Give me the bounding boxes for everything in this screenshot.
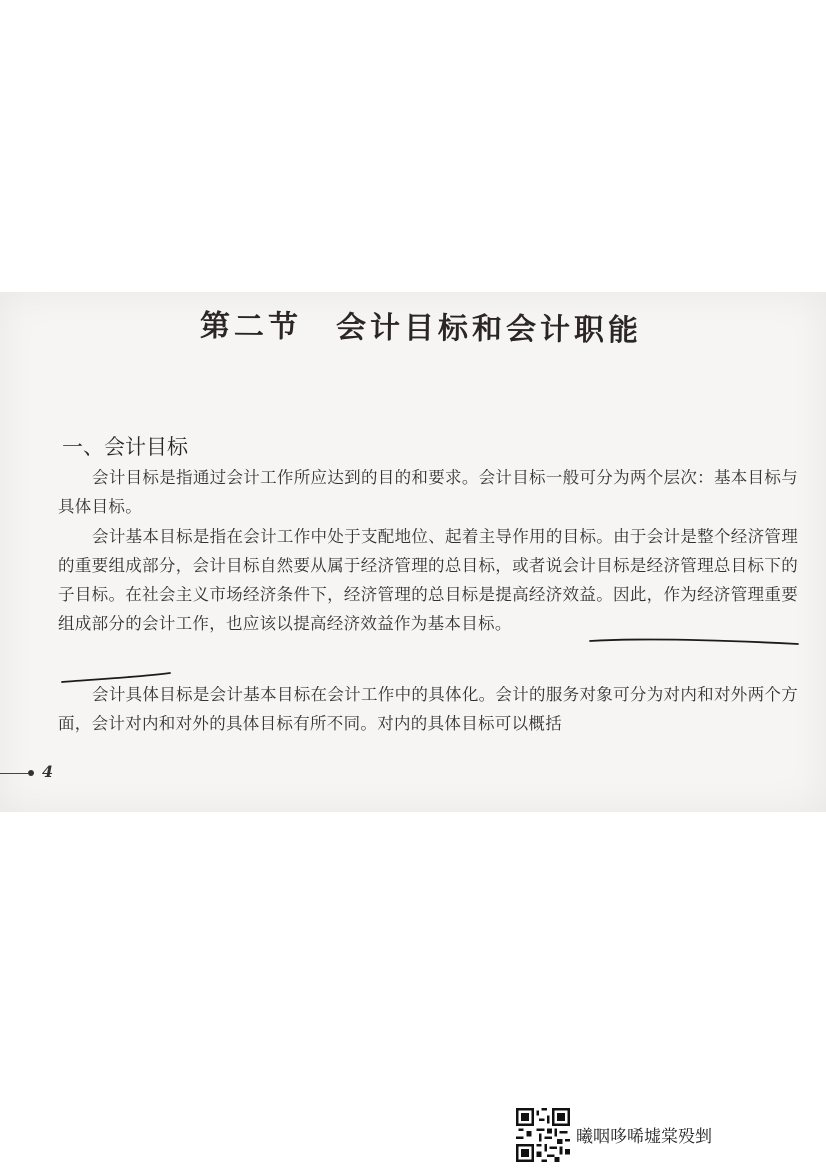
paragraph-intro-text: 会计目标是指通过会计工作所应达到的目的和要求。会计目标一般可分为两个层次：基本目标与具体目标。: [58, 468, 798, 516]
qr-code-icon: [516, 1108, 570, 1162]
subheading-accounting-objectives: 一、会计目标: [62, 435, 188, 459]
paragraph-basic-objective-text: 会计基本目标是指在会计工作中处于支配地位、起着主导作用的目标。由于会计是整个经济管理的重要组成部分，会计目标自然要从属于经济管理的总目标，或者说会计目标是经济管理总目标下的子目标。在社会主义市场经济条件下，经济管理的总目标是提高经济效益。因此，作为经济管理重要组成部分的会计工作，: [58, 527, 798, 633]
section-number: 第二节: [199, 308, 303, 345]
section-heading: [199, 301, 643, 349]
paragraph-intro: [58, 463, 798, 521]
paragraph-basic-objective: [58, 522, 798, 638]
paragraph-basic-objective-end: 。: [494, 614, 512, 633]
page-number: 4: [42, 762, 54, 781]
footer-dot: [28, 770, 34, 776]
underlined-phrase: 也应该以提高经济效益作为基本目标: [226, 614, 495, 633]
paragraph-specific-objective: [58, 680, 798, 738]
watermark-text: 曦咽哆唏墟棠殁剉: [576, 1127, 712, 1147]
paragraph-specific-objective-text: 会计具体目标是会计基本目标在会计工作中的具体化。会计的服务对象可分为对内和对外两个方面，会计对内和对外的具体目标有所不同。对内的具体目标可以概括: [58, 685, 798, 733]
section-title: 会计目标和会计职能: [335, 310, 643, 349]
page-footer: [0, 762, 80, 786]
footer-rule: [0, 773, 28, 774]
